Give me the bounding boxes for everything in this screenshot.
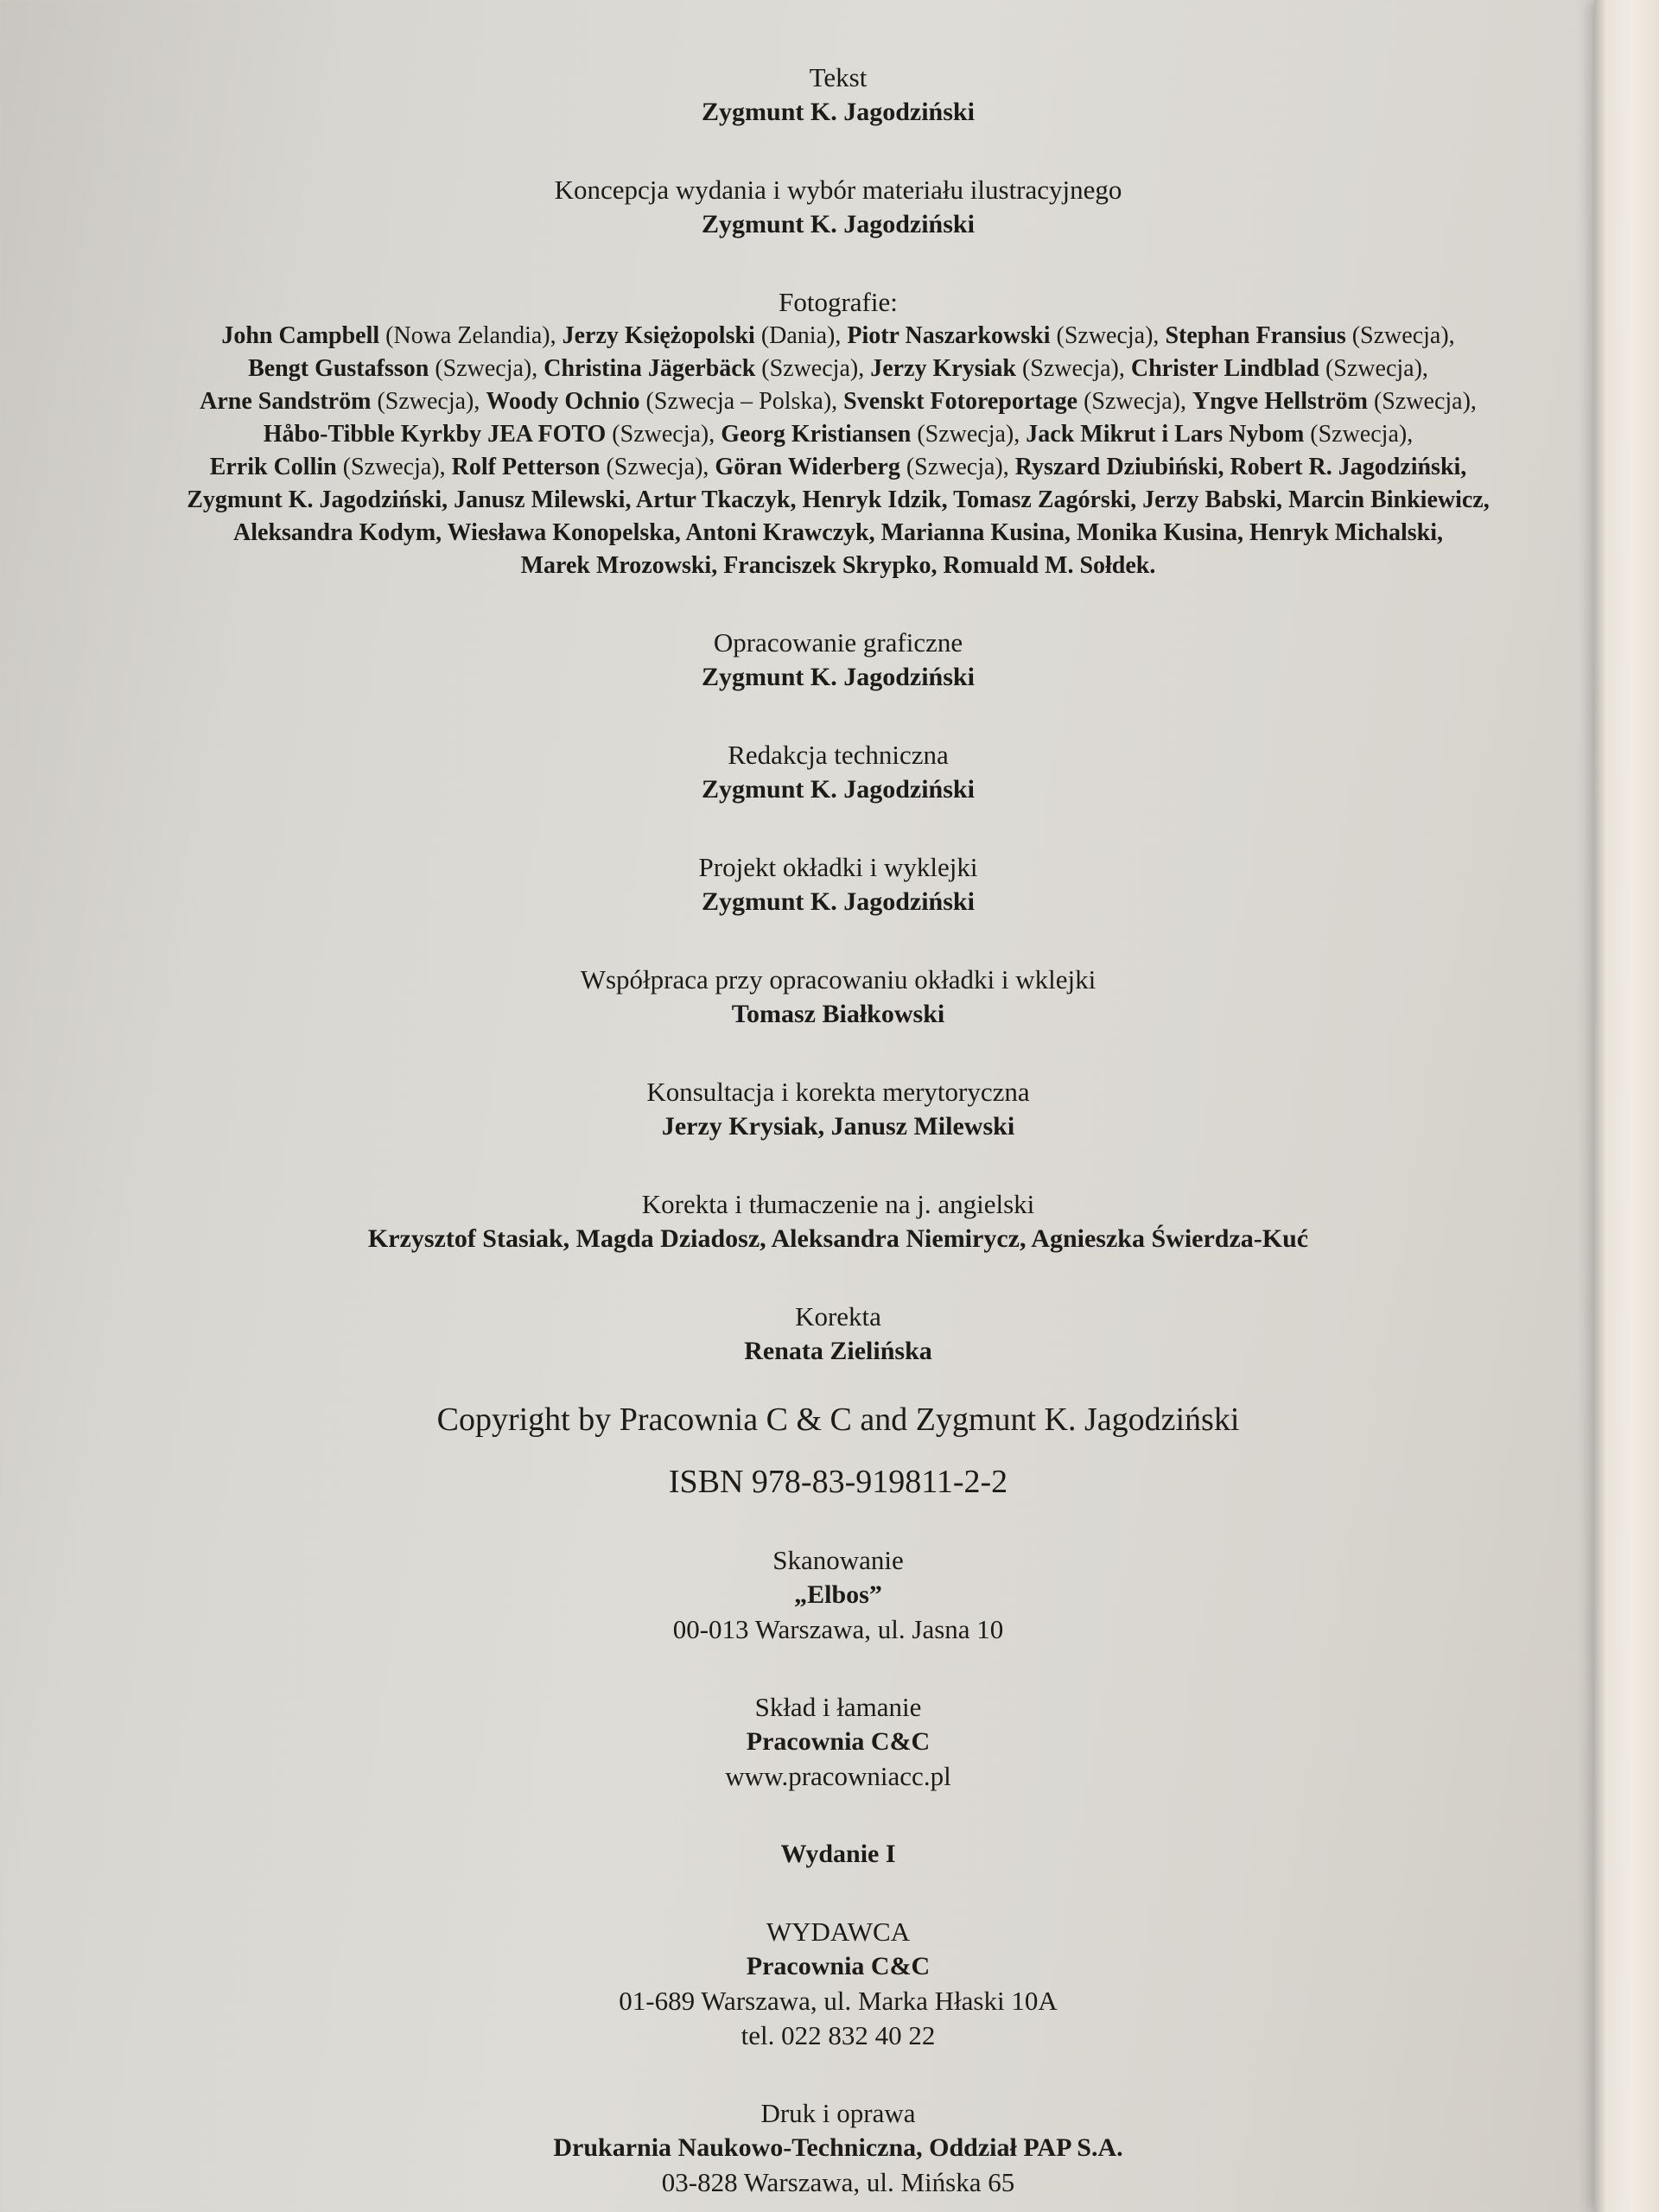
photographer-country: (Szwecja), [899,454,1015,480]
photographer-country: (Szwecja), [1050,322,1166,349]
credit-role: Skanowanie [772,1545,904,1575]
credit-role: Fotografie: [779,287,898,317]
edition-label: Wydanie I [780,1840,896,1868]
credit-role: Konsultacja i korekta merytoryczna [646,1077,1030,1107]
photographer-name: Stephan Fransius [1165,322,1346,349]
credit-name: Zygmunt K. Jagodziński [702,98,975,126]
credit-text [130,60,1547,130]
copyright-notice: Copyright by Pracownia C & C and Zygmunt K. Jagodziński [436,1402,1240,1438]
photographer-country: (Szwecja), [606,421,721,448]
photo-credit-line [130,385,1547,418]
credit-typesetting [130,1690,1547,1794]
credit-cover-project [130,850,1547,919]
photo-credit-line [130,418,1547,451]
photographer-country: (Szwecja), [755,355,871,382]
credit-photos [130,285,1547,582]
credit-address: 00-013 Warszawa, ul. Jasna 10 [672,1614,1004,1644]
credit-role: Korekta [795,1301,881,1332]
photographer-country: (Szwecja), [1304,421,1414,448]
photographer-country: (Nowa Zelandia), [379,322,563,349]
photographer-country: (Dania), [754,322,848,349]
credit-translation [130,1187,1547,1256]
photographer-country: (Szwecja), [1015,355,1131,382]
photographer-name: Marek Mrozowski, Franciszek Skrypko, Romuald M. Sołdek. [520,552,1156,579]
credit-consultation [130,1075,1547,1144]
photographer-name: Jerzy Księżopolski [562,322,755,349]
photographer-country: (Szwecja), [429,355,544,382]
website-text: www.pracowniacc.pl [725,1761,951,1791]
photographer-country: (Szwecja), [1367,388,1477,415]
photographer-name: Göran Widerberg [715,454,900,480]
photographer-name: Zygmunt K. Jagodziński, Janusz Milewski, Artur Tkaczyk, Henryk Idzik, Tomasz Zagórski, Jerzy Babski, Marcin Binkiewicz, [187,486,1490,513]
isbn-number: ISBN 978-83-919811-2-2 [668,1464,1008,1500]
credit-name: Pracownia C&C [746,1952,931,1980]
photographer-name: Rolf Petterson [451,454,601,480]
credit-role: Korekta i tłumaczenie na j. angielski [641,1189,1035,1219]
credit-phone: tel. 022 832 40 22 [741,2020,936,2050]
photographer-country: (Szwecja), [1077,388,1192,415]
photographer-name: Arne Sandström [200,388,372,415]
photo-credit-line [130,353,1547,385]
photographer-name: John Campbell [221,322,380,349]
photographer-country: (Szwecja), [600,454,715,480]
photographer-name: Georg Kristiansen [721,421,912,448]
photographer-name: Bengt Gustafsson [248,355,429,382]
credit-name: Krzysztof Stasiak, Magda Dziadosz, Aleksandra Niemirycz, Agnieszka Świerdza-Kuć [367,1224,1309,1253]
credit-publisher [130,1915,1547,2053]
credit-role: WYDAWCA [766,1916,911,1947]
credit-role: Opracowanie graficzne [713,627,963,658]
photographer-country: (Szwecja), [911,421,1027,448]
photographer-name: Yngve Hellström [1192,388,1368,415]
credit-role: Koncepcja wydania i wybór materiału ilustracyjnego [554,175,1122,205]
photographer-name: Jack Mikrut i Lars Nybom [1026,421,1305,448]
photographer-country: (Szwecja – Polska), [639,388,844,415]
photographer-name: Håbo-Tibble Kyrkby JEA FOTO [263,421,607,448]
credit-cover-cooperation [130,963,1547,1032]
photographer-name: Svenskt Fotoreportage [843,388,1078,415]
credit-address: 03-828 Warszawa, ul. Mińska 65 [661,2167,1015,2197]
photographer-name: Errik Collin [209,454,337,480]
photographer-name: Aleksandra Kodym, Wiesława Konopelska, Antoni Krawczyk, Marianna Kusina, Monika Kusina, Henryk Michalski, [233,519,1443,546]
credit-role: Projekt okładki i wyklejki [698,852,978,882]
edition-info [130,1837,1547,1872]
credit-role: Współpraca przy opracowaniu okładki i wklejki [580,964,1096,995]
credit-name: Jerzy Krysiak, Janusz Milewski [661,1112,1015,1141]
credit-address: 01-689 Warszawa, ul. Marka Hłaski 10A [619,1986,1058,2016]
credit-role: Druk i oprawa [760,2098,916,2128]
credit-role: Redakcja techniczna [728,740,949,770]
credit-name: Zygmunt K. Jagodziński [702,887,975,916]
photographer-country: (Szwecja), [1345,322,1455,349]
imprint-page [130,60,1547,2212]
photographer-country: (Szwecja), [336,454,452,480]
credit-name: Pracownia C&C [746,1727,931,1756]
credit-name: Tomasz Białkowski [731,1000,945,1028]
photographer-name: Jerzy Krysiak [870,355,1016,382]
credit-tech-editing [130,738,1547,807]
credit-name: „Elbos” [794,1580,882,1609]
credit-role: Tekst [809,62,868,92]
photographer-country: (Szwecja), [1319,355,1428,382]
credit-name: Renata Zielińska [744,1337,932,1365]
photo-credit-line [130,550,1547,582]
credit-role: Skład i łamanie [754,1692,922,1722]
photo-credit-line [130,517,1547,550]
credit-printing [130,2096,1547,2200]
photo-credit-line [130,484,1547,517]
credit-name: Drukarnia Naukowo-Techniczna, Oddział PAP S.A. [553,2133,1123,2162]
photographer-country: (Szwecja), [371,388,486,415]
credit-concept [130,173,1547,242]
photo-credits-list [130,320,1547,582]
photographer-name: Christina Jägerbäck [543,355,756,382]
photographer-name: Ryszard Dziubiński, Robert R. Jagodziński, [1014,454,1467,480]
photo-credit-line [130,320,1547,353]
credit-scanning [130,1543,1547,1647]
credit-name: Zygmunt K. Jagodziński [702,210,975,238]
photo-credit-line [130,451,1547,484]
photographer-name: Christer Lindblad [1130,355,1319,382]
credit-name: Zygmunt K. Jagodziński [702,775,975,804]
book-page-edge [1594,0,1659,2212]
photographer-name: Woody Ochnio [486,388,640,415]
credit-graphics [130,626,1547,695]
credit-name: Zygmunt K. Jagodziński [702,663,975,691]
credit-proofreading [130,1300,1547,1369]
photographer-name: Piotr Naszarkowski [847,322,1051,349]
